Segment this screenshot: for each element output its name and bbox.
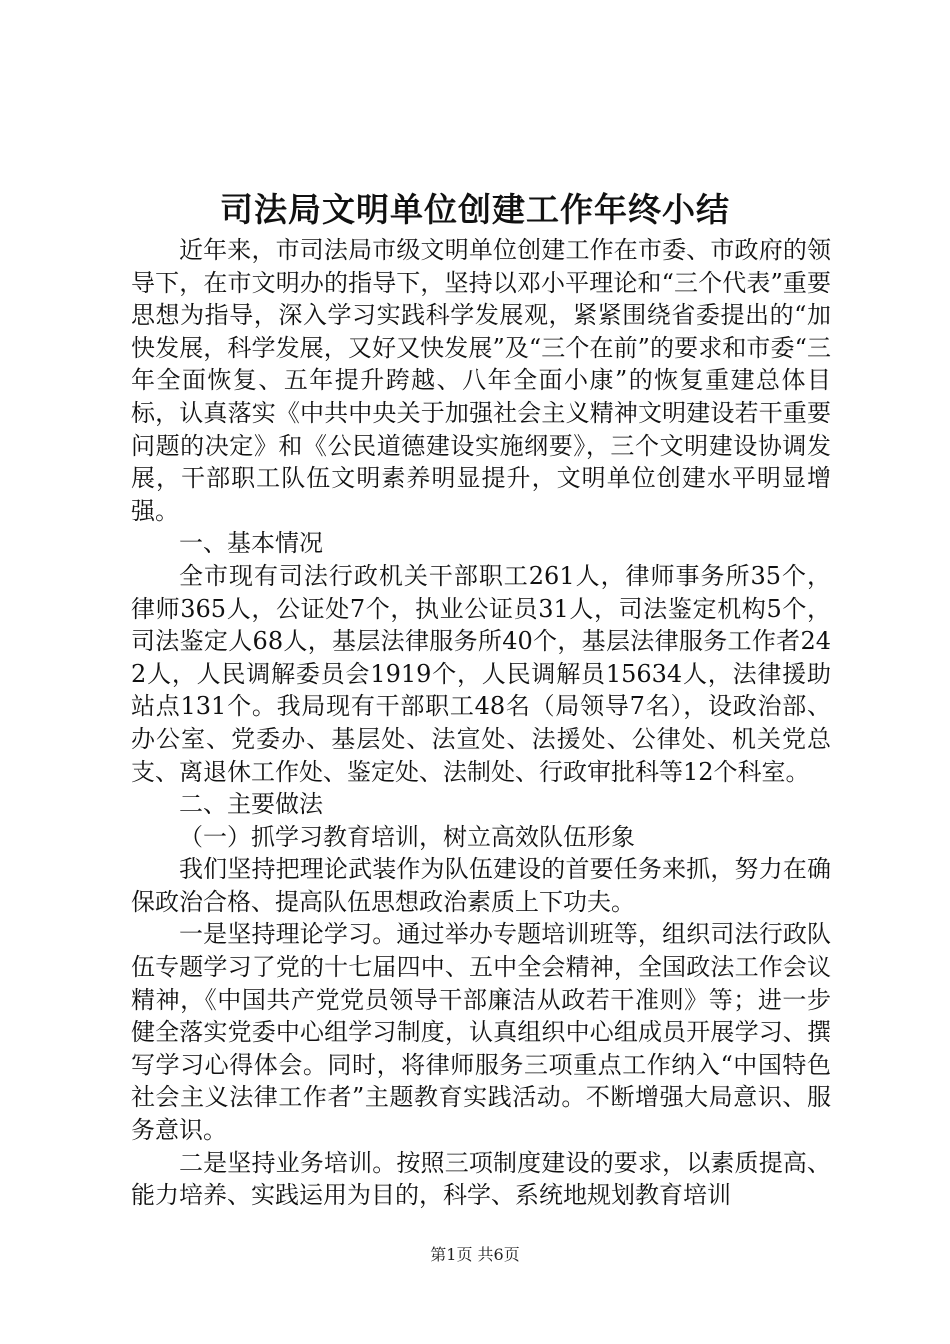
section-heading-main-practices: 二、主要做法 — [179, 790, 323, 819]
paragraph-business-training: 二是坚持业务培训。按照三项制度建设的要求，以素质提高、能力培养、实践运用为目的，科学、系统地规划教育培训 — [131, 1148, 831, 1210]
page-footer: 第1页 共6页 — [430, 1245, 520, 1264]
document-body — [131, 234, 831, 1212]
paragraph-theory-armament: 我们坚持把理论武装作为队伍建设的首要任务来抓，努力在确保政治合格、提高队伍思想政治素质上下功夫。 — [131, 855, 831, 916]
subsection-heading-education-training: （一）抓学习教育培训，树立高效队伍形象 — [179, 822, 635, 851]
paragraph-basic-situation: 全市现有司法行政机关干部职工261人，律师事务所35个，律师365人，公证处7个，执业公证员31人，司法鉴定机构5个，司法鉴定人68人，基层法律服务所40个，基层法律服务工作者242人，人民调解委员会1919个，人民调解员15634人，法律援助站点131个。我局现有干部职工48名（局领导7名），设政治部、办公室、党委办、基层处、法宣处、法援处、公律处、机关党总支、离退休工作处、鉴定处、法制处、行政审批科等12个科室。 — [131, 561, 831, 786]
paragraph-theory-study: 一是坚持理论学习。通过举办专题培训班等，组织司法行政队伍专题学习了党的十七届四中、五中全会精神，全国政法工作会议精神，《中国共产党党员领导干部廉洁从政若干准则》等；进一步健全落实党委中心组学习制度，认真组织中心组成员开展学习、撰写学习心得体会。同时，将律师服务三项重点工作纳入“中国特色社会主义法律工作者”主题教育实践活动。不断增强大局意识、服务意识。 — [131, 920, 831, 1145]
section-heading-basic-situation: 一、基本情况 — [179, 529, 323, 558]
document-title: 司法局文明单位创建工作年终小结 — [220, 190, 730, 229]
paragraph-intro: 近年来，市司法局市级文明单位创建工作在市委、市政府的领导下，在市文明办的指导下，坚持以邓小平理论和“三个代表”重要思想为指导，深入学习实践科学发展观，紧紧围绕省委提出的“加快发展，科学发展，又好又快发展”及“三个在前”的要求和市委“三年全面恢复、五年提升跨越、八年全面小康”的恢复重建总体目标，认真落实《中共中央关于加强社会主义精神文明建设若干重要问题的决定》和《公民道德建设实施纲要》，三个文明建设协调发展，干部职工队伍文明素养明显提升，文明单位创建水平明显增强。 — [131, 236, 831, 525]
